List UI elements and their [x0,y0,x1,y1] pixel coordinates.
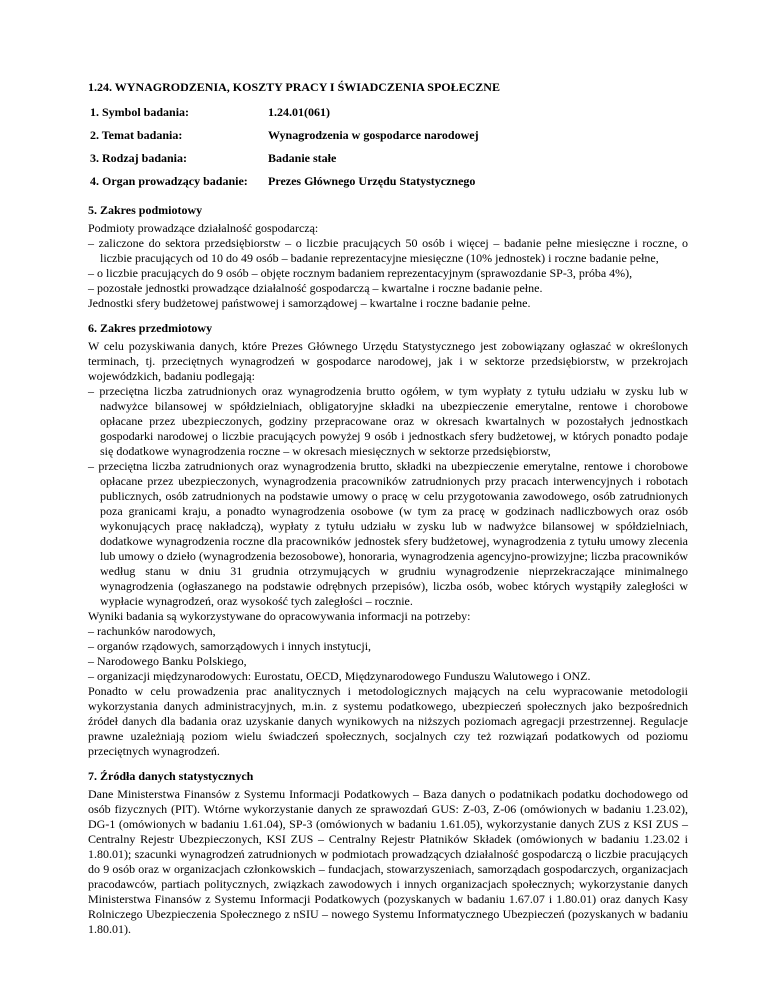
survey-meta-table [88,101,479,193]
list-item: – organizacji międzynarodowych: Eurostatu, OECD, Międzynarodowego Funduszu Walutowego i ONZ. [88,669,688,684]
list-item: – pozostałe jednostki prowadzące działalność gospodarczą – kwartalne i roczne badanie pełne. [88,281,688,296]
paragraph: Jednostki sfery budżetowej państwowej i samorządowej – kwartalne i roczne badanie pełne. [88,296,531,310]
document-title: 1.24. WYNAGRODZENIA, KOSZTY PRACY I ŚWIADCZENIA SPOŁECZNE [88,80,500,94]
paragraph: W celu pozyskiwania danych, które Prezes Głównego Urzędu Statystycznego jest zobowiązany ogłaszać w określonych terminach, tj. przeciętnych wynagrodzeń w gospodarce narodowej, jak i w sektorze przedsiębiorstw, w przekrojach wojewódzkich, badaniu podlegają: [88,339,688,383]
list-item: – o liczbie pracujących do 9 osób – objęte rocznym badaniem reprezentacyjnym (sprawozdanie SP-3, próba 4%), [88,266,688,281]
section-object-scope [88,321,688,759]
section-heading: 5. Zakres podmiotowy [88,203,203,217]
document-page [88,80,688,937]
bullet-list [88,384,688,609]
bullet-list [88,236,688,296]
meta-key: 2. Temat badania: [90,128,183,142]
meta-row [88,101,479,124]
list-item: – Narodowego Banku Polskiego, [88,654,688,669]
meta-row [88,124,479,147]
list-item: – zaliczone do sektora przedsiębiorstw – o liczbie pracujących 50 osób i więcej – badanie pełne miesięczne i roczne, o liczbie pracujących od 10 do 49 osób – badanie reprezentacyjne miesięczne (10% jednostek) i roczne badanie pełne, [88,236,688,266]
meta-value: 1.24.01(061) [268,105,330,119]
meta-value: Badanie stałe [268,151,337,165]
paragraph: Wyniki badania są wykorzystywane do opracowywania informacji na potrzeby: [88,609,471,623]
meta-key: 3. Rodzaj badania: [90,151,188,165]
bullet-list [88,624,688,684]
section-heading: 7. Źródła danych statystycznych [88,769,254,783]
section-heading: 6. Zakres przedmiotowy [88,321,213,335]
meta-key: 4. Organ prowadzący badanie: [90,174,248,188]
section-data-sources [88,769,688,937]
list-item: – rachunków narodowych, [88,624,688,639]
list-item: – przeciętna liczba zatrudnionych oraz wynagrodzenia brutto, składki na ubezpieczenie emerytalne, rentowe i chorobowe opłacane przez ubezpieczonych, wynagrodzenia pracowników zatrudnionych przy pracach interwencyjnych i robotach publicznych, osób zatrudnionych na podstawie umowy o pracę w celu przygotowania zawodowego, osób zatrudnionych poza granicami kraju, a ponadto wynagrodzenia osobowe (w tym za pracę w godzinach nadliczbowych oraz osób wykonujących pracę nakładczą), wypłaty z tytułu udziału w zysku lub w nadwyżce bilansowej w spółdzielniach, dodatkowe wynagrodzenia roczne dla pracowników jednostek sfery budżetowej, wynagrodzenia z tytułu umowy zlecenia lub umowy o dzieło (wynagrodzenia bezosobowe), honoraria, wynagrodzenia agencyjno-prowizyjne; liczba pracowników według stanu w dniu 31 grudnia otrzymujących w grudniu wynagrodzenie nieprzekraczające minimalnego wynagrodzenia (ogłaszanego na podstawie odrębnych przepisów), liczba osób, wobec których wystąpiły zaległości w wypłacie wynagrodzeń, oraz wysokość tych zaległości – rocznie. [88,459,688,609]
section-subject-scope [88,203,688,311]
meta-row [88,170,479,193]
meta-key: 1. Symbol badania: [90,105,190,119]
meta-value: Wynagrodzenia w gospodarce narodowej [268,128,479,142]
list-item: – organów rządowych, samorządowych i innych instytucji, [88,639,688,654]
list-item: – przeciętna liczba zatrudnionych oraz wynagrodzenia brutto ogółem, w tym wypłaty z tytułu udziału w zysku lub w nadwyżce bilansowej w spółdzielniach, obligatoryjne składki na ubezpieczenie emerytalne, rentowe i chorobowe opłacane przez ubezpieczonych, godziny przepracowane oraz w okresach kwartalnych w pozostałych jednostkach gospodarki narodowej o liczbie pracujących powyżej 9 osób i jednostkach sfery budżetowej, w których ponadto podaje się dodatkowe wynagrodzenia roczne – w okresach miesięcznych w sektorze przedsiębiorstw, [88,384,688,459]
meta-row [88,147,479,170]
paragraph: Ponadto w celu prowadzenia prac analitycznych i metodologicznych mających na celu wypracowanie metodologii wykorzystania danych administracyjnych, m.in. z systemu podatkowego, ubezpieczeń społecznych jako bezpośrednich źródeł danych dla badania oraz uzyskanie danych wynikowych na niższych poziomach agregacji przestrzennej. Regulacje prawne uzależniają poziom wielu świadczeń społecznych, socjalnych czy też rozwiązań podatkowych od poziomu przeciętnych wynagrodzeń. [88,684,688,758]
meta-value: Prezes Głównego Urzędu Statystycznego [268,174,476,188]
paragraph: Dane Ministerstwa Finansów z Systemu Informacji Podatkowych – Baza danych o podatnikach podatku dochodowego od osób fizycznych (PIT). Wtórne wykorzystanie danych ze sprawozdań GUS: Z-03, Z-06 (omówionych w badaniu 1.23.02), DG-1 (omówionych w badaniu 1.61.04), SP-3 (omówionych w badaniu 1.61.05), wykorzystanie danych ZUS z KSI ZUS – Centralny Rejestr Ubezpieczonych, KSI ZUS – Centralny Rejestr Płatników Składek (omówionych w badaniu 1.23.02 i 1.80.01); szacunki wynagrodzeń zatrudnionych w podmiotach prowadzących działalność gospodarczą o liczbie pracujących do 9 osób oraz w organizacjach członkowskich – fundacjach, stowarzyszeniach, samorządach gospodarczych, organizacjach pracodawców, partiach politycznych, związkach zawodowych i innych organizacjach społecznych; wykorzystanie danych Ministerstwa Finansów z Systemu Informacji Podatkowych (pozyskanych w badaniu 1.67.07 i 1.80.01) oraz danych Kasy Rolniczego Ubezpieczenia Społecznego z nSIU – nowego Systemu Informatycznego Ubezpieczeń (pozyskanych w badaniu 1.80.01). [88,787,688,936]
paragraph: Podmioty prowadzące działalność gospodarczą: [88,221,319,235]
